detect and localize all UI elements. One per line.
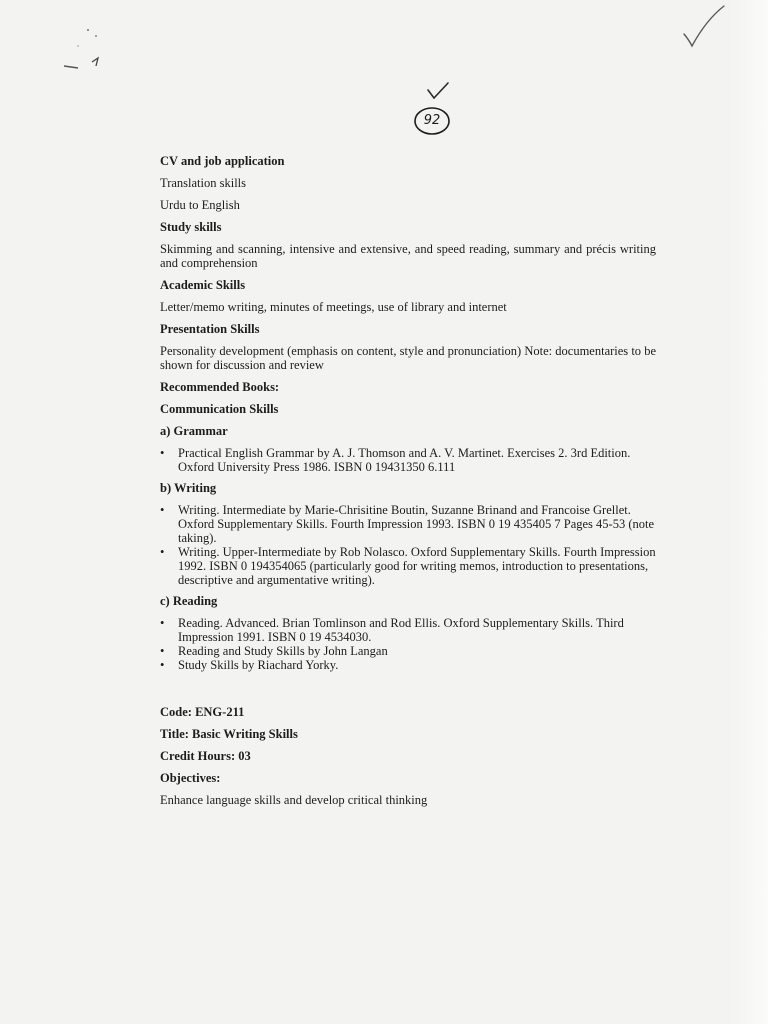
study-skills-heading: Study skills — [160, 220, 222, 234]
document-body — [160, 154, 656, 815]
cv-job-application-heading: CV and job application — [160, 154, 285, 168]
list-item: • Practical English Grammar by A. J. Thomson and A. V. Martinet. Exercises 2. 3rd Edition. Oxford University Press 1986. ISBN 0 19431350 6.111 — [160, 446, 656, 474]
credit-hours: Credit Hours: 03 — [160, 749, 251, 763]
recommended-books-heading: Recommended Books: — [160, 380, 280, 394]
course-title: Title: Basic Writing Skills — [160, 727, 298, 741]
course-code: Code: ENG-211 — [160, 705, 245, 719]
grammar-book-list — [160, 446, 656, 474]
small-tick-icon — [425, 80, 451, 102]
communication-skills-heading: Communication Skills — [160, 402, 279, 416]
writing-book-list — [160, 503, 656, 587]
objectives-text: Enhance language skills and develop critical thinking — [160, 793, 428, 807]
urdu-to-english-line: Urdu to English — [160, 198, 240, 212]
study-skills-text: Skimming and scanning, intensive and extensive, and speed reading, summary and précis writing and comprehension — [160, 242, 656, 270]
presentation-skills-heading: Presentation Skills — [160, 322, 260, 336]
check-mark-icon — [678, 4, 728, 50]
list-item: • Reading and Study Skills by John Langan — [160, 644, 656, 658]
reading-book-list — [160, 616, 656, 672]
list-item: • Study Skills by Riachard Yorky. — [160, 658, 656, 672]
section-gap — [160, 679, 656, 705]
scan-specks — [56, 22, 116, 78]
page-number-text: 92 — [423, 113, 441, 128]
presentation-skills-text: Personality development (emphasis on content, style and pronunciation) Note: documentaries to be shown for discussion and review — [160, 344, 656, 372]
academic-skills-heading: Academic Skills — [160, 278, 246, 292]
list-item: • Reading. Advanced. Brian Tomlinson and Rod Ellis. Oxford Supplementary Skills. Third Impression 1991. ISBN 0 19 4534030. — [160, 616, 656, 644]
scan-edge — [730, 0, 768, 1024]
translation-skills-line: Translation skills — [160, 176, 247, 190]
list-item: • Writing. Intermediate by Marie-Chrisitine Boutin, Suzanne Brinand and Francoise Grellet. Oxford Supplementary Skills. Fourth Impression 1993. ISBN 0 19 435405 7 Pages 45-53 (note taking). — [160, 503, 656, 545]
academic-skills-text: Letter/memo writing, minutes of meetings, use of library and internet — [160, 300, 507, 314]
reading-heading: c) Reading — [160, 594, 218, 608]
grammar-heading: a) Grammar — [160, 424, 228, 438]
circled-page-number — [412, 106, 452, 136]
writing-heading: b) Writing — [160, 481, 217, 495]
list-item: • Writing. Upper-Intermediate by Rob Nolasco. Oxford Supplementary Skills. Fourth Impression 1992. ISBN 0 194354065 (particularly good for writing memos, introduction to presentations, descriptive and argumentative writing). — [160, 545, 656, 587]
objectives-heading: Objectives: — [160, 771, 221, 785]
